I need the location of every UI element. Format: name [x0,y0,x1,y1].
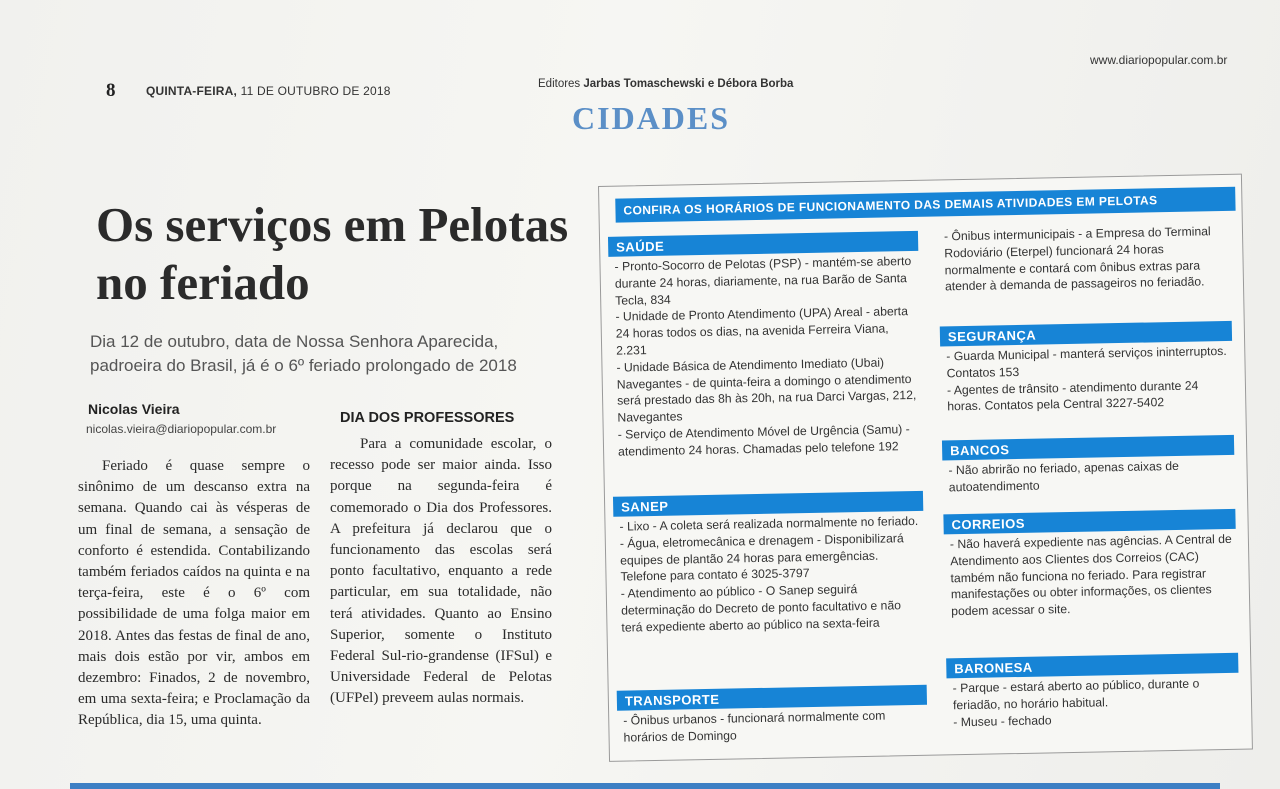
deck: Dia 12 de outubro, data de Nossa Senhora Aparecida, padroeira do Brasil, já é o 6º feriado prolongado de 2018 [90,332,517,375]
subhead: DIA DOS PROFESSORES [340,410,515,426]
block-text-baronesa: - Parque - estará aberto ao público, durante o feriadão, no horário habitual. - Museu - fechado [952,676,1200,729]
block-transporte [617,685,928,747]
editors-names: Jarbas Tomaschewski e Débora Borba [583,78,794,90]
block-label-seguranca: SEGURANÇA [940,321,1232,347]
block-text-seguranca: - Guarda Municipal - manterá serviços ininterruptos. Contatos 153 - Agentes de trânsito - atendimento durante 24 horas. Contatos pela Central 3227-5402 [946,343,1227,414]
services-sidebar [598,174,1253,762]
block-seguranca [940,321,1234,416]
sidebar-title: CONFIRA OS HORÁRIOS DE FUNCIONAMENTO DAS DEMAIS ATIVIDADES EM PELOTAS [615,187,1235,223]
editors-line [538,78,793,90]
block-bancos [942,435,1235,496]
dateline [146,84,391,98]
section-title: CIDADES [572,100,731,136]
block-label-transporte: TRANSPORTE [617,685,927,711]
block-text-onibus-intermunicipais: - Ônibus intermunicipais - a Empresa do Terminal Rodoviário (Eterpel) funcionará 24 horas normalmente e contará com ônibus extras para atender à demanda de passageiros no feriadão. [943,224,1211,294]
headline: Os serviços em Pelotas no feriado [96,197,569,310]
block-label-correios: CORREIOS [943,509,1235,535]
bottom-rule [70,783,1220,789]
block-text-saude: - Pronto-Socorro de Pelotas (PSP) - mantém-se aberto durante 24 horas, diariamente, na rua Barão de Santa Tecla, 834 - Unidade de Pronto Atendimento (UPA) Areal - aberta 24 horas todos os dias, na avenida Ferreira Viana, 2.231 - Unidade Básica de Atendimento Imediato (Ubai) Navegantes - de quinta-feira a domingo o atendimento será prestado das 8h às 20h, na rua Darci Vargas, 212, Navegantes - Serviço de Atendimento Móvel de Urgência (Samu) - atendimento 24 horas. Chamadas pelo telefone 192 [614,254,917,459]
block-label-bancos: BANCOS [942,435,1234,461]
block-label-saude: SAÚDE [608,231,918,257]
block-baronesa [946,653,1239,731]
block-saude [608,231,922,460]
dateline-day: QUINTA-FEIRA, [146,84,238,98]
editors-prefix: Editores [538,78,581,90]
block-label-sanep: SANEP [613,491,923,517]
article-body-column-2: Para a comunidade escolar, o recesso pode ser maior ainda. Isso porque na segunda-feira é comemorado o Dia dos Professores. A prefeitura já declarou que o funcionamento das escolas será ponto facultativo, enquanto a rede particular, em sua totalidade, não terá atividades. Quanto ao Ensino Superior, somente o Instituto Federal Sul-rio-grandense (IFSul) e Universidade Federal de Pelotas (UFPel) preveem aulas normais. [330,436,552,707]
dateline-date: 11 DE OUTUBRO DE 2018 [240,84,391,98]
block-correios [943,509,1237,621]
block-sanep [613,491,926,637]
block-text-bancos: - Não abrirão no feriado, apenas caixas de autoatendimento [948,458,1179,495]
author-name: Nicolas Vieira [88,401,180,417]
block-text-transporte: - Ônibus urbanos - funcionará normalmente com horários de Domingo [623,708,886,745]
article-body-column-1: Feriado é quase sempre o sinônimo de um descanso extra na semana. Quando cai às vésperas de um final de semana, a sensação de conforto é estendida. Contabilizando também feriados caídos na quinta e na terça-feira, este é o 6º com possibilidade de uma folga maior em 2018. Antes das festas de final de ano, mais dois estão por vir, ambos em dezembro: Finados, 2 de novembro, em uma sexta-feira; e Proclamação da República, dia 15, uma quinta. [78,458,310,729]
block-text-sanep: - Lixo - A coleta será realizada normalmente no feriado. - Água, eletromecânica e drenagem - Disponibilizará equipes de plantão 24 horas para emergências. Telefone para contato é 3025-3797 - Atendimento ao público - O Sanep seguirá determinação do Decreto de ponto facultativo e não terá expediente aberto ao público na sexta-feira [619,513,919,635]
block-onibus-intermunicipais [938,221,1229,296]
page-number: 8 [106,80,116,101]
author-email: nicolas.vieira@diariopopular.com.br [86,422,277,436]
block-label-baronesa: BARONESA [946,653,1238,679]
site-url: www.diariopopular.com.br [1090,53,1228,67]
block-text-correios: - Não haverá expediente nas agências. A Central de Atendimento aos Clientes dos Correios (CAC) também não funciona no feriado. Para registrar manifestações ou obter informações, os clientes podem acessar o site. [949,531,1232,619]
